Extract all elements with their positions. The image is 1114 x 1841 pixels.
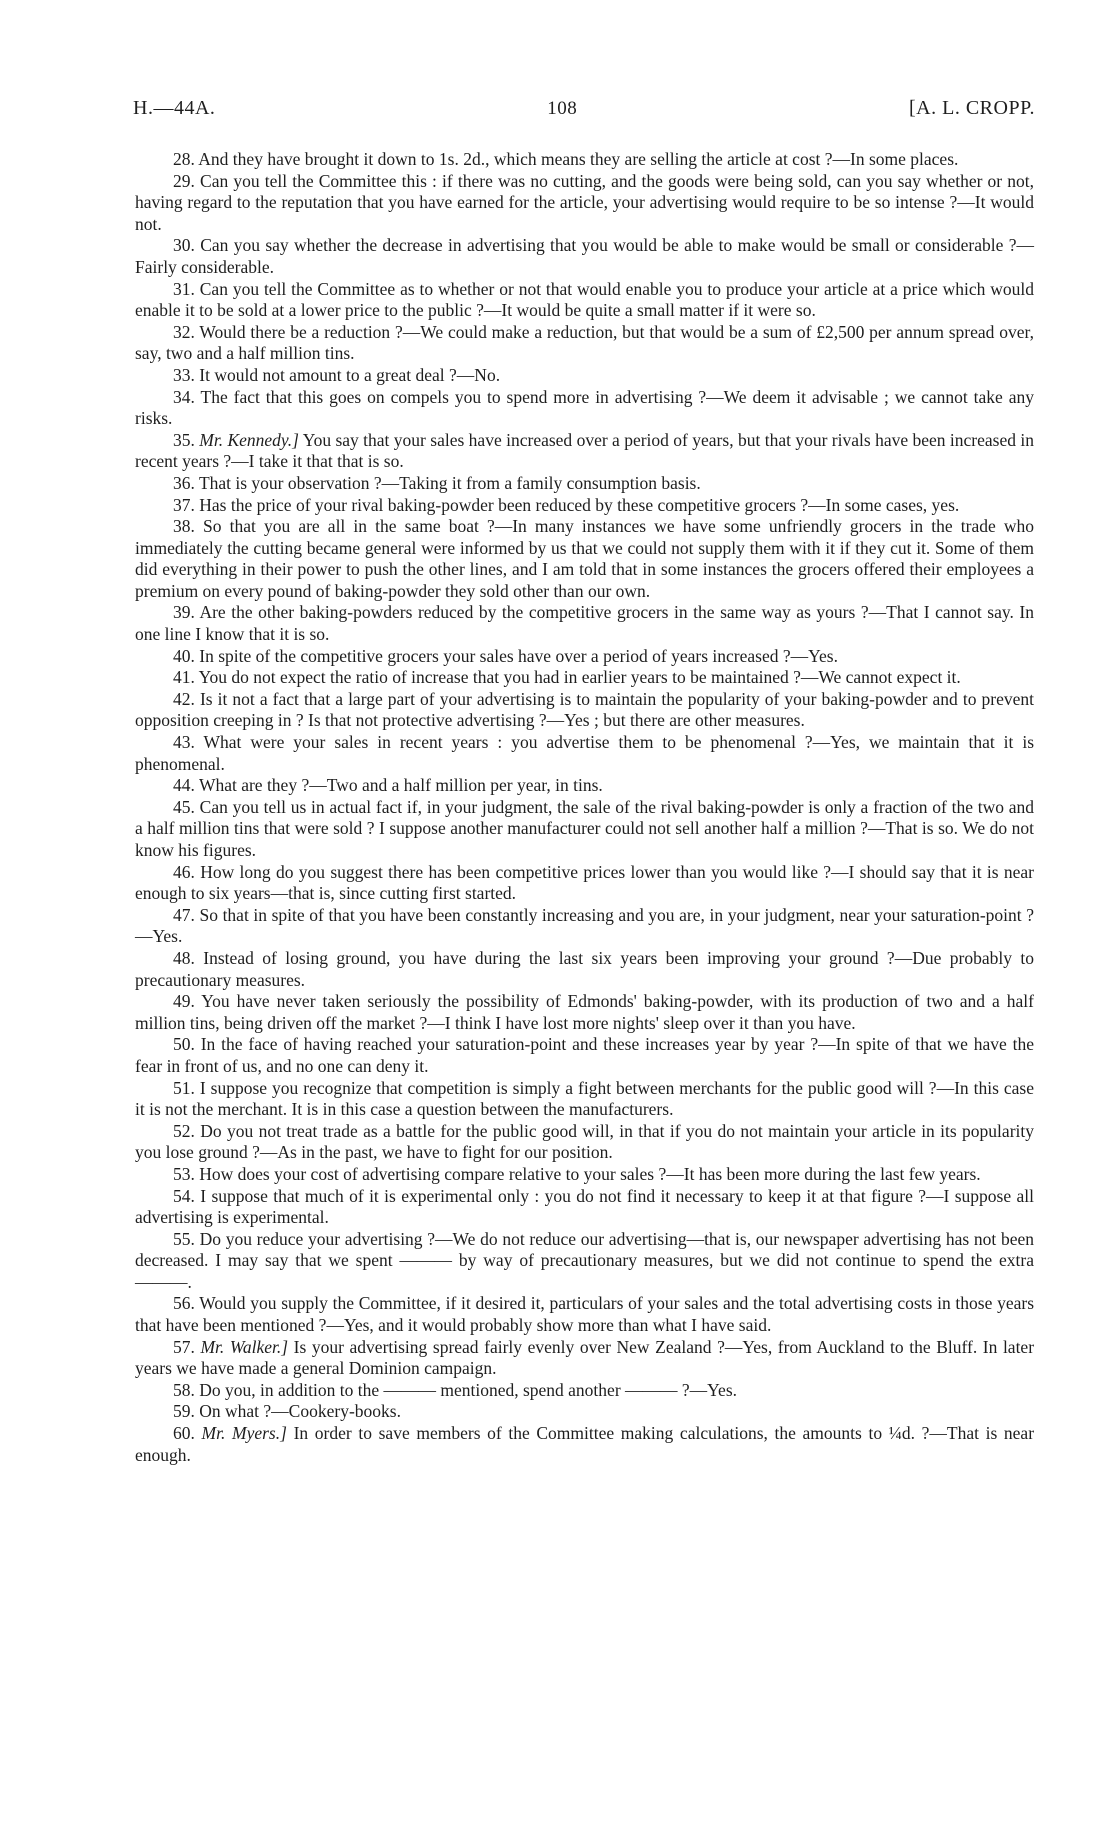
witness-name: [A. L. CROPP.: [909, 97, 1035, 119]
page-header: [133, 97, 1035, 120]
question-answer-text: The fact that this goes on compels you to spend more in advertising ?—We deem it advisable ; we cannot take any risks.: [135, 386, 1035, 429]
question-paragraph: [135, 602, 1034, 645]
question-answer-text: Are the other baking-powders reduced by the competitive grocers in the same way as yours ?—That I cannot say. In one line I know that it is so.: [135, 602, 1034, 645]
question-paragraph: [135, 991, 1034, 1034]
question-number: 42.: [173, 688, 195, 709]
question-answer-text: On what ?—Cookery-books.: [199, 1401, 401, 1422]
question-number: 37.: [173, 494, 195, 515]
question-answer-text: In order to save members of the Committee making calculations, the amounts to ¼d. ?—That is near enough.: [135, 1423, 1035, 1465]
question-paragraph: [135, 365, 1034, 387]
question-answer-text: I suppose you recognize that competition is simply a fight between merchants for the public good will ?—In this case it is not the merchant. It is in this case a question between the manufacturers.: [135, 1077, 1034, 1120]
question-answer-text: So that you are all in the same boat ?—In many instances we have some unfriendly grocers in the trade who immediately the cutting became general were informed by us that we could not supply them with it if they cut it. Some of them did everything in their power to push the other lines, and I am told that in some instances the grocers offered their employees a premium on every pound of baking-powder they sold other than our own.: [135, 516, 1034, 601]
question-paragraph: [135, 171, 1034, 236]
question-answer-text: That is your observation ?—Taking it from a family consumption basis.: [198, 472, 701, 493]
question-answer-text: How does your cost of advertising compare relative to your sales ?—It has been more during the last few years.: [199, 1163, 981, 1184]
question-number: 40.: [173, 645, 195, 666]
question-answer-text: Do you, in addition to the ——— mentioned, spend another ——— ?—Yes.: [199, 1379, 737, 1400]
question-answer-text: In the face of having reached your saturation-point and these increases year by year ?—In spite of that we have the fear in front of us, and no one can deny it.: [135, 1034, 1034, 1076]
question-paragraph: [135, 797, 1034, 862]
speaker-name: Mr. Myers.]: [201, 1423, 287, 1444]
question-paragraph: [135, 1164, 1034, 1186]
question-paragraph: [135, 387, 1034, 430]
question-paragraph: [135, 689, 1034, 732]
question-number: 45.: [173, 796, 195, 817]
question-paragraph: [135, 1186, 1034, 1229]
question-answer-text: What were your sales in recent years : you advertise them to be phenomenal ?—Yes, we maintain that it is phenomenal.: [135, 732, 1035, 774]
question-paragraph: [135, 473, 1034, 495]
question-number: 47.: [173, 904, 195, 925]
question-answer-text: You do not expect the ratio of increase that you had in earlier years to be maintained ?—We cannot expect it.: [198, 667, 961, 688]
question-paragraph: [135, 667, 1034, 689]
question-answer-text: And they have brought it down to 1s. 2d., which means they are selling the article at cost ?—In some places.: [198, 149, 959, 169]
question-paragraph: [135, 905, 1034, 948]
question-number: 51.: [173, 1077, 195, 1098]
question-answer-text: You have never taken seriously the possibility of Edmonds' baking-powder, with its production of two and a half million tins, being driven off the market ?—I think I have lost more nights' sleep over it than you have.: [135, 991, 1034, 1033]
question-answer-text: Would you supply the Committee, if it desired it, particulars of your sales and the total advertising costs in those years that have been mentioned ?—Yes, and it would probably show more than what I have said.: [135, 1293, 1035, 1336]
question-paragraph: [135, 1380, 1034, 1402]
question-number: 36.: [173, 472, 195, 493]
question-answer-text: You say that your sales have increased over a period of years, but that your rivals have been increased in recent years ?—I take it that that is so.: [135, 429, 1034, 472]
question-paragraph: [135, 235, 1034, 278]
question-answer-text: Has the price of your rival baking-powder been reduced by these competitive grocers ?—In some cases, yes.: [199, 494, 960, 515]
question-answer-text: I suppose that much of it is experimental only : you do not find it necessary to keep it at that figure ?—I suppose all advertising is experimental.: [135, 1185, 1034, 1228]
question-number: 29.: [173, 170, 195, 191]
question-paragraph: [135, 1423, 1034, 1466]
question-answer-text: In spite of the competitive grocers your sales have over a period of years increased ?—Yes.: [199, 645, 838, 666]
question-number: 34.: [173, 386, 195, 407]
question-paragraph: [135, 430, 1034, 473]
question-paragraph: [135, 862, 1034, 905]
question-number: 54.: [173, 1185, 195, 1206]
question-number: 35.: [173, 429, 195, 450]
paper-reference: H.—44A.: [133, 97, 216, 119]
question-answer-text: So that in spite of that you have been constantly increasing and you are, in your judgment, near your saturation-point ?—Yes.: [135, 904, 1035, 947]
page-number: 108: [547, 98, 578, 119]
question-number: 32.: [173, 321, 195, 342]
question-paragraph: [135, 1337, 1034, 1380]
question-paragraph: [135, 322, 1034, 365]
question-answer-text: Can you tell the Committee this : if there was no cutting, and the goods were being sold, can you say whether or not, having regard to the reputation that you have earned for the article, your advertising would require to be so intense ?—It would not.: [135, 170, 1034, 234]
evidence-text: [135, 149, 1034, 1466]
question-answer-text: Do you reduce your advertising ?—We do not reduce our advertising—that is, our newspaper advertising has not been decreased. I may say that we spent ——— by way of precautionary measures, but we did not continue to spend the extra ———.: [135, 1228, 1034, 1292]
question-paragraph: [135, 1034, 1034, 1077]
question-number: 30.: [173, 235, 195, 256]
question-number: 56.: [173, 1293, 195, 1314]
question-answer-text: Instead of losing ground, you have during the last six years been improving your ground ?—Due probably to precautionary measures.: [135, 947, 1035, 990]
question-number: 31.: [173, 278, 195, 299]
question-number: 39.: [173, 602, 195, 623]
question-number: 50.: [173, 1034, 195, 1055]
question-answer-text: It would not amount to a great deal ?—No.: [199, 364, 501, 385]
question-answer-text: Can you tell the Committee as to whether or not that would enable you to produce your article at a price which would enable it to be sold at a lower price to the public ?—It would be quite a small matter if it were so.: [135, 278, 1034, 321]
question-answer-text: What are they ?—Two and a half million per year, in tins.: [198, 775, 603, 796]
question-answer-text: Can you say whether the decrease in advertising that you would be able to make would be small or considerable ?—Fairly considerable.: [135, 235, 1034, 277]
question-paragraph: [135, 775, 1034, 797]
question-answer-text: Would there be a reduction ?—We could make a reduction, but that would be a sum of £2,500 per annum spread over, say, two and a half million tins.: [135, 321, 1034, 364]
question-number: 55.: [173, 1228, 195, 1249]
question-paragraph: [135, 495, 1034, 517]
question-paragraph: [135, 948, 1034, 991]
question-paragraph: [135, 1121, 1034, 1164]
question-answer-text: Can you tell us in actual fact if, in your judgment, the sale of the rival baking-powder is only a fraction of the two and a half million tins that were sold ? I suppose another manufacturer could not sell another half a million ?—That is so. We do not know his figures.: [135, 796, 1034, 860]
question-number: 41.: [173, 667, 195, 688]
question-paragraph: [135, 279, 1034, 322]
question-number: 46.: [173, 861, 195, 882]
question-answer-text: Is it not a fact that a large part of your advertising is to maintain the popularity of your baking-powder and to prevent opposition creeping in ? Is that not protective advertising ?—Yes ; but there are other measures.: [135, 688, 1035, 731]
question-number: 59.: [173, 1401, 195, 1422]
question-paragraph: [135, 516, 1034, 602]
question-paragraph: [135, 149, 1034, 171]
question-paragraph: [135, 1229, 1034, 1294]
question-number: 38.: [173, 516, 195, 537]
question-paragraph: [135, 732, 1034, 775]
question-number: 48.: [173, 947, 195, 968]
question-answer-text: Is your advertising spread fairly evenly over New Zealand ?—Yes, from Auckland to the Bluff. In later years we have made a general Dominion campaign.: [135, 1336, 1035, 1379]
question-number: 33.: [173, 364, 195, 385]
question-number: 28.: [173, 149, 195, 169]
question-paragraph: [135, 646, 1034, 668]
question-answer-text: How long do you suggest there has been competitive prices lower than you would like ?—I should say that it is near enough to six years—that is, since cutting first started.: [135, 861, 1035, 904]
question-number: 57.: [173, 1336, 195, 1357]
speaker-name: Mr. Walker.]: [200, 1336, 289, 1357]
question-paragraph: [135, 1293, 1034, 1336]
question-number: 49.: [173, 991, 195, 1012]
question-number: 43.: [173, 732, 195, 753]
question-number: 60.: [173, 1423, 195, 1444]
question-number: 52.: [173, 1120, 195, 1141]
question-number: 58.: [173, 1379, 195, 1400]
speaker-name: Mr. Kennedy.]: [199, 429, 299, 450]
question-paragraph: [135, 1078, 1034, 1121]
question-paragraph: [135, 1401, 1034, 1423]
question-answer-text: Do you not treat trade as a battle for the public good will, in that if you do not maintain your article in its popularity you lose ground ?—As in the past, we have to fight for our position.: [135, 1120, 1034, 1163]
question-number: 53.: [173, 1163, 195, 1184]
question-number: 44.: [173, 775, 195, 796]
